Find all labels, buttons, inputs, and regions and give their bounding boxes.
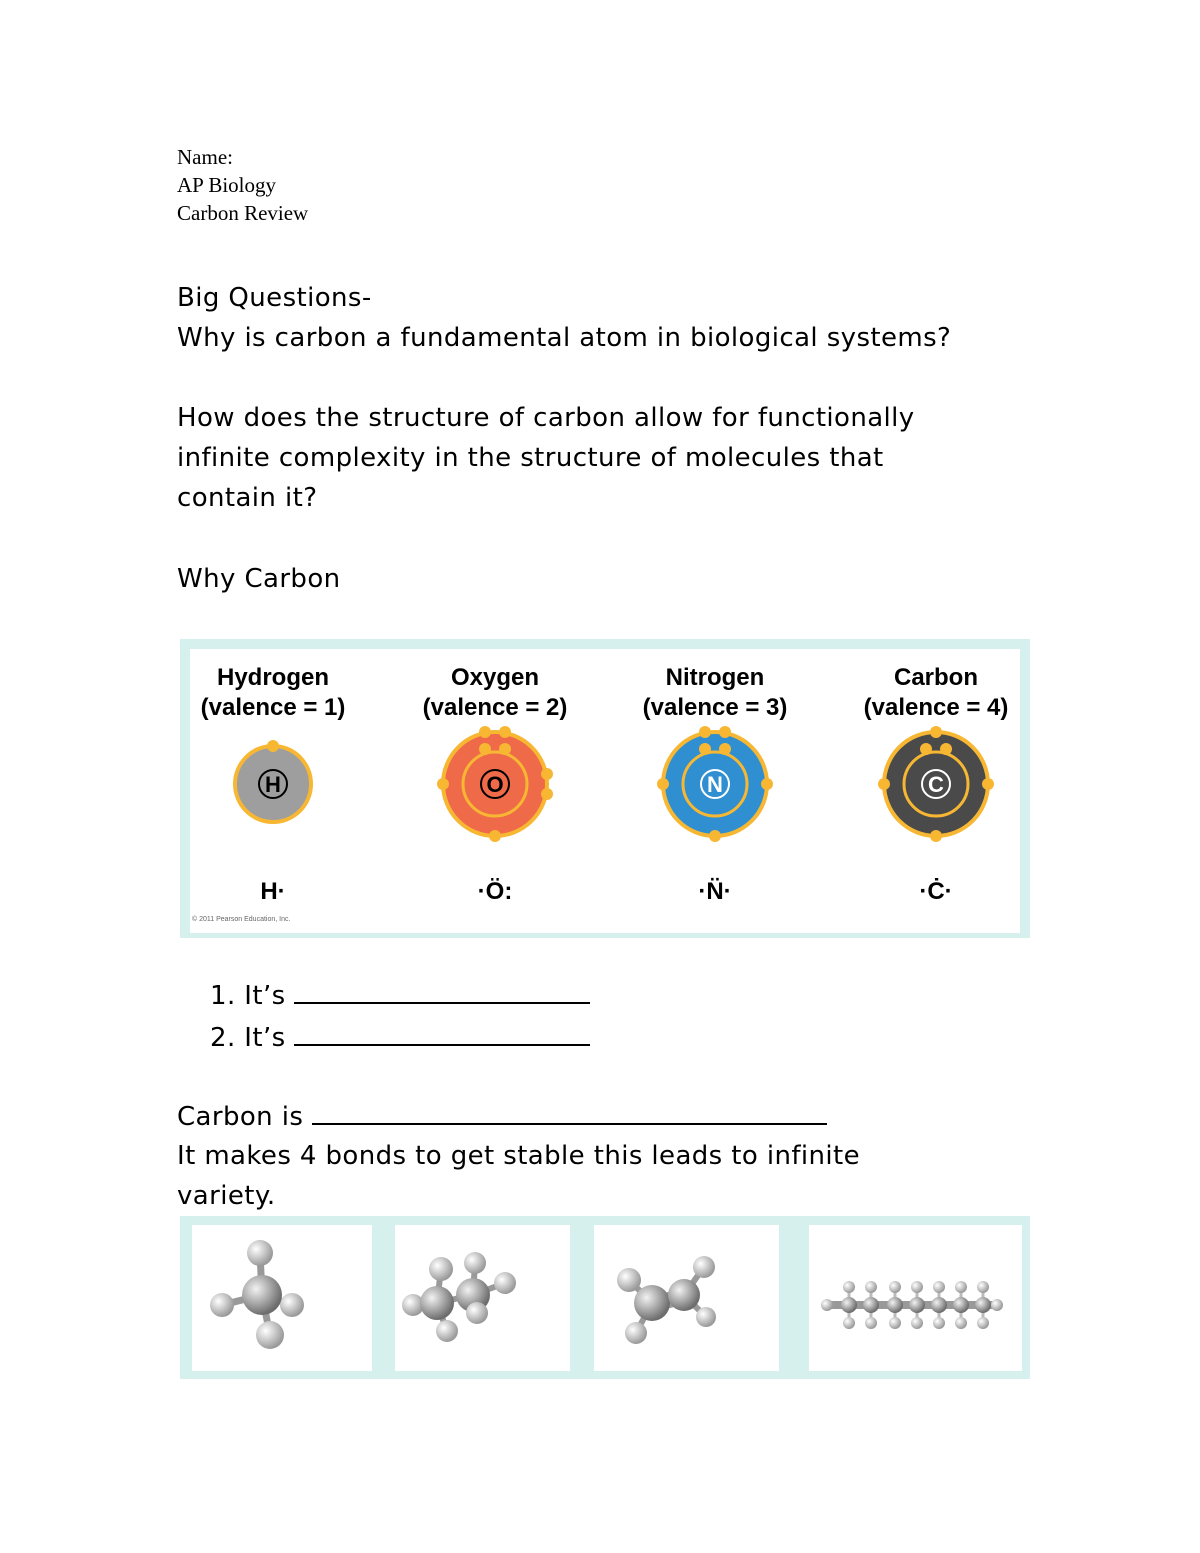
methane-icon	[192, 1225, 372, 1371]
electron-icon	[719, 743, 731, 755]
electron-icon	[920, 743, 932, 755]
atom-name: Carbon	[894, 664, 978, 691]
question-2-line-3: contain it?	[177, 483, 318, 513]
atom-valence: (valence = 1)	[200, 694, 346, 721]
list-text: It’s	[244, 1023, 286, 1053]
electron-icon	[930, 726, 942, 738]
carbon-is-line	[177, 1101, 827, 1132]
electron-icon	[499, 726, 511, 738]
bonds-statement-line-1: It makes 4 bonds to get stable this leads to infinite	[177, 1141, 861, 1171]
hydrocarbon-chain-icon	[809, 1225, 1022, 1371]
electron-icon	[878, 778, 890, 790]
ethene-model	[594, 1225, 779, 1371]
question-2-line-2: infinite complexity in the structure of molecules that	[177, 443, 884, 473]
lewis-structure: ·Ċ·	[919, 878, 953, 905]
list-text: It’s	[244, 981, 286, 1011]
bonds-statement-line-2: variety.	[177, 1181, 276, 1211]
electron-icon	[982, 778, 994, 790]
electron-icon	[940, 743, 952, 755]
ethane-model	[395, 1225, 570, 1371]
ethene-icon	[594, 1225, 779, 1371]
electron-icon	[709, 830, 721, 842]
electron-icon	[541, 788, 553, 800]
lewis-structure: ·N̈·	[698, 878, 732, 905]
why-carbon-heading: Why Carbon	[177, 564, 341, 594]
answer-blank[interactable]	[294, 980, 590, 1004]
electron-icon	[541, 768, 553, 780]
document-header	[177, 143, 308, 227]
electron-icon	[699, 743, 711, 755]
electron-icon	[489, 830, 501, 842]
electron-icon	[479, 743, 491, 755]
electron-icon	[930, 830, 942, 842]
lewis-structure: ·Ö:	[477, 878, 513, 905]
carbon-is-label: Carbon is	[177, 1102, 304, 1132]
answer-blank[interactable]	[312, 1101, 827, 1125]
carbon-atom	[864, 664, 1009, 905]
atom-name: Nitrogen	[665, 664, 765, 691]
course-title: AP Biology	[177, 173, 276, 197]
list-item-2	[210, 1022, 590, 1053]
atom-symbol: N	[707, 772, 723, 797]
electron-icon	[437, 778, 449, 790]
oxygen-atom	[423, 664, 568, 905]
name-label: Name:	[177, 145, 233, 169]
list-number: 1.	[210, 981, 236, 1011]
atom-valence: (valence = 4)	[863, 694, 1009, 721]
electron-icon	[499, 743, 511, 755]
atom-symbol: H	[265, 772, 281, 797]
atom-figure-inner	[190, 649, 1020, 933]
copyright-notice: © 2011 Pearson Education, Inc.	[192, 916, 291, 923]
atom-valence: (valence = 2)	[422, 694, 568, 721]
atom-valence: (valence = 3)	[642, 694, 788, 721]
atom-diagram-svg	[190, 649, 1020, 933]
hydrogen-atom	[201, 664, 346, 905]
topic-title: Carbon Review	[177, 201, 309, 225]
atom-symbol: O	[486, 772, 504, 797]
question-2-line-1: How does the structure of carbon allow for functionally	[177, 403, 915, 433]
electron-icon	[699, 726, 711, 738]
electron-icon	[267, 740, 279, 752]
lewis-structure: H·	[260, 878, 286, 905]
question-1: Why is carbon a fundamental atom in biological systems?	[177, 323, 952, 353]
electron-icon	[479, 726, 491, 738]
big-questions-heading: Big Questions-	[177, 283, 372, 313]
hydrocarbon-chain-model	[809, 1225, 1022, 1371]
atom-symbol: C	[928, 772, 944, 797]
atom-name: Oxygen	[450, 664, 540, 691]
electron-icon	[719, 726, 731, 738]
list-item-1	[210, 980, 590, 1011]
nitrogen-atom	[643, 664, 788, 905]
atom-valence-figure	[180, 639, 1030, 938]
molecule-models-figure	[180, 1216, 1030, 1379]
methane-model	[192, 1225, 372, 1371]
electron-icon	[761, 778, 773, 790]
answer-blank[interactable]	[294, 1022, 590, 1046]
list-number: 2.	[210, 1023, 236, 1053]
atom-name: Hydrogen	[216, 664, 330, 691]
electron-icon	[657, 778, 669, 790]
ethane-icon	[395, 1225, 570, 1371]
